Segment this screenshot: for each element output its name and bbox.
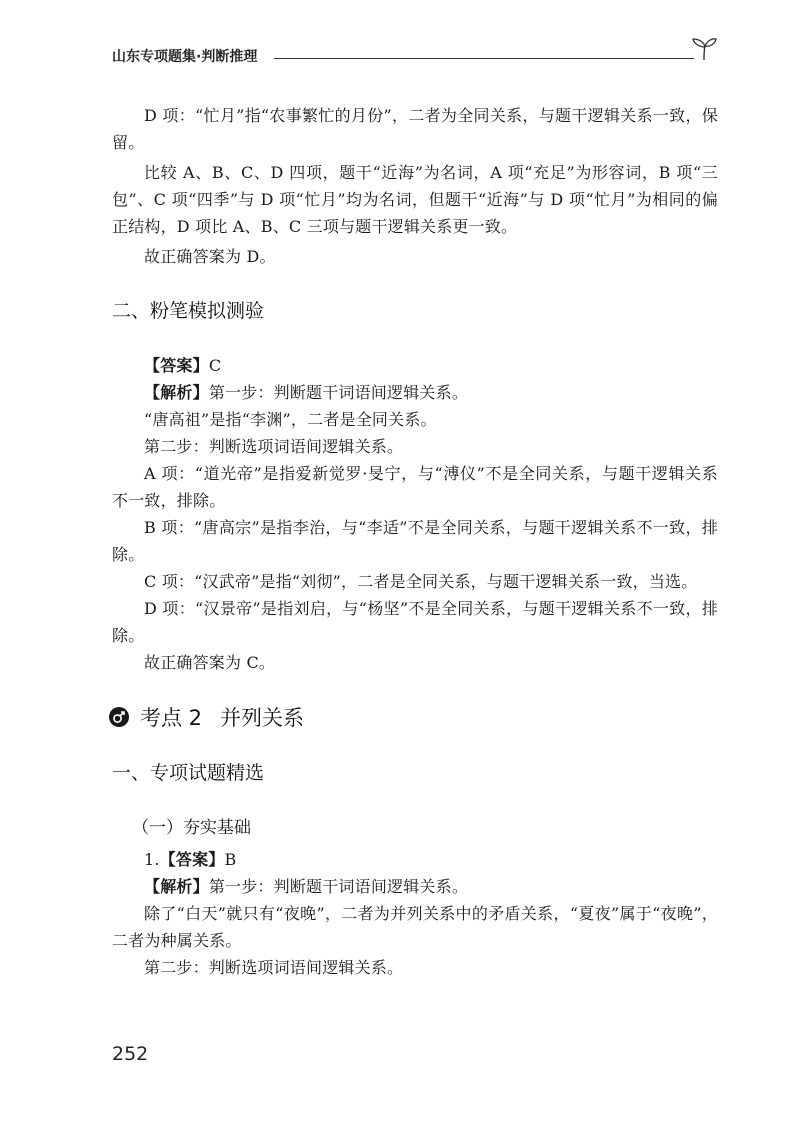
answer-line [112,352,718,379]
paragraph: 第二步：判断选项词语间逻辑关系。 [144,958,404,977]
header-title: 山东专项题集·判断推理 [112,49,258,65]
analysis-text: 第一步：判断题干词语间逻辑关系。 [208,877,469,896]
answer-label: 【答案】 [144,356,209,375]
sprout-icon [690,36,718,62]
paragraph: 故正确答案为 D。 [144,247,276,266]
analysis-label: 【解析】 [144,877,209,896]
kaodian-label: 考点 2 [140,706,203,730]
answer-value: B [224,850,237,869]
paragraph: 比较 A、B、C、D 四项，题干“近海”为名词，A 项“充足”为形容词，B 项“三包”、C 项“四季”与 D 项“忙月”均为名词，但题干“近海”与 D 项“忙月”为相同的偏正结构，D 项比 A、B、C 三项与题干逻辑关系更一致。 [112,163,718,236]
paragraph: “唐高祖”是指“李渊”，二者是全同关系。 [144,410,437,429]
analysis-line [112,379,718,406]
subsection-heading: （一）夯实基础 [132,818,251,838]
section-heading: 一、专项试题精选 [112,762,265,784]
page-number: 252 [112,1043,149,1065]
page-body [112,102,718,981]
kaodian-title: 并列关系 [220,706,305,730]
paragraph: C 项：“汉武帝”是指“刘彻”，二者是全同关系，与题干逻辑关系一致，当选。 [144,572,698,591]
running-header [112,44,712,66]
paragraph: 故正确答案为 C。 [144,653,276,672]
analysis-line [112,873,718,900]
kaodian-badge-icon [108,706,130,728]
paragraph: 第二步：判断选项词语间逻辑关系。 [144,437,404,456]
paragraph: D 项：“汉景帝”是指刘启，与“杨坚”不是全同关系，与题干逻辑关系不一致，排除。 [112,599,718,645]
question-number: 1. [144,850,160,869]
answer-label: 【答案】 [159,850,225,869]
answer-line [112,846,718,873]
analysis-text: 第一步：判断题干词语间逻辑关系。 [208,383,469,402]
section-heading: 二、粉笔模拟测验 [112,300,265,322]
paragraph: 除了“白天”就只有“夜晚”，二者为并列关系中的矛盾关系，“夏夜”属于“夜晚”，二者为种属关系。 [112,904,718,950]
analysis-label: 【解析】 [144,383,209,402]
kaodian-heading [112,702,718,732]
header-rule [274,58,694,59]
paragraph: B 项：“唐高宗”是指李治，与“李适”不是全同关系，与题干逻辑关系不一致，排除。 [112,518,718,564]
paragraph: A 项：“道光帝”是指爱新觉罗·旻宁，与“溥仪”不是全同关系，与题干逻辑关系不一致，排除。 [112,464,718,510]
paragraph: D 项：“忙月”指“农事繁忙的月份”，二者为全同关系，与题干逻辑关系一致，保留。 [112,106,718,152]
answer-value: C [208,356,222,375]
